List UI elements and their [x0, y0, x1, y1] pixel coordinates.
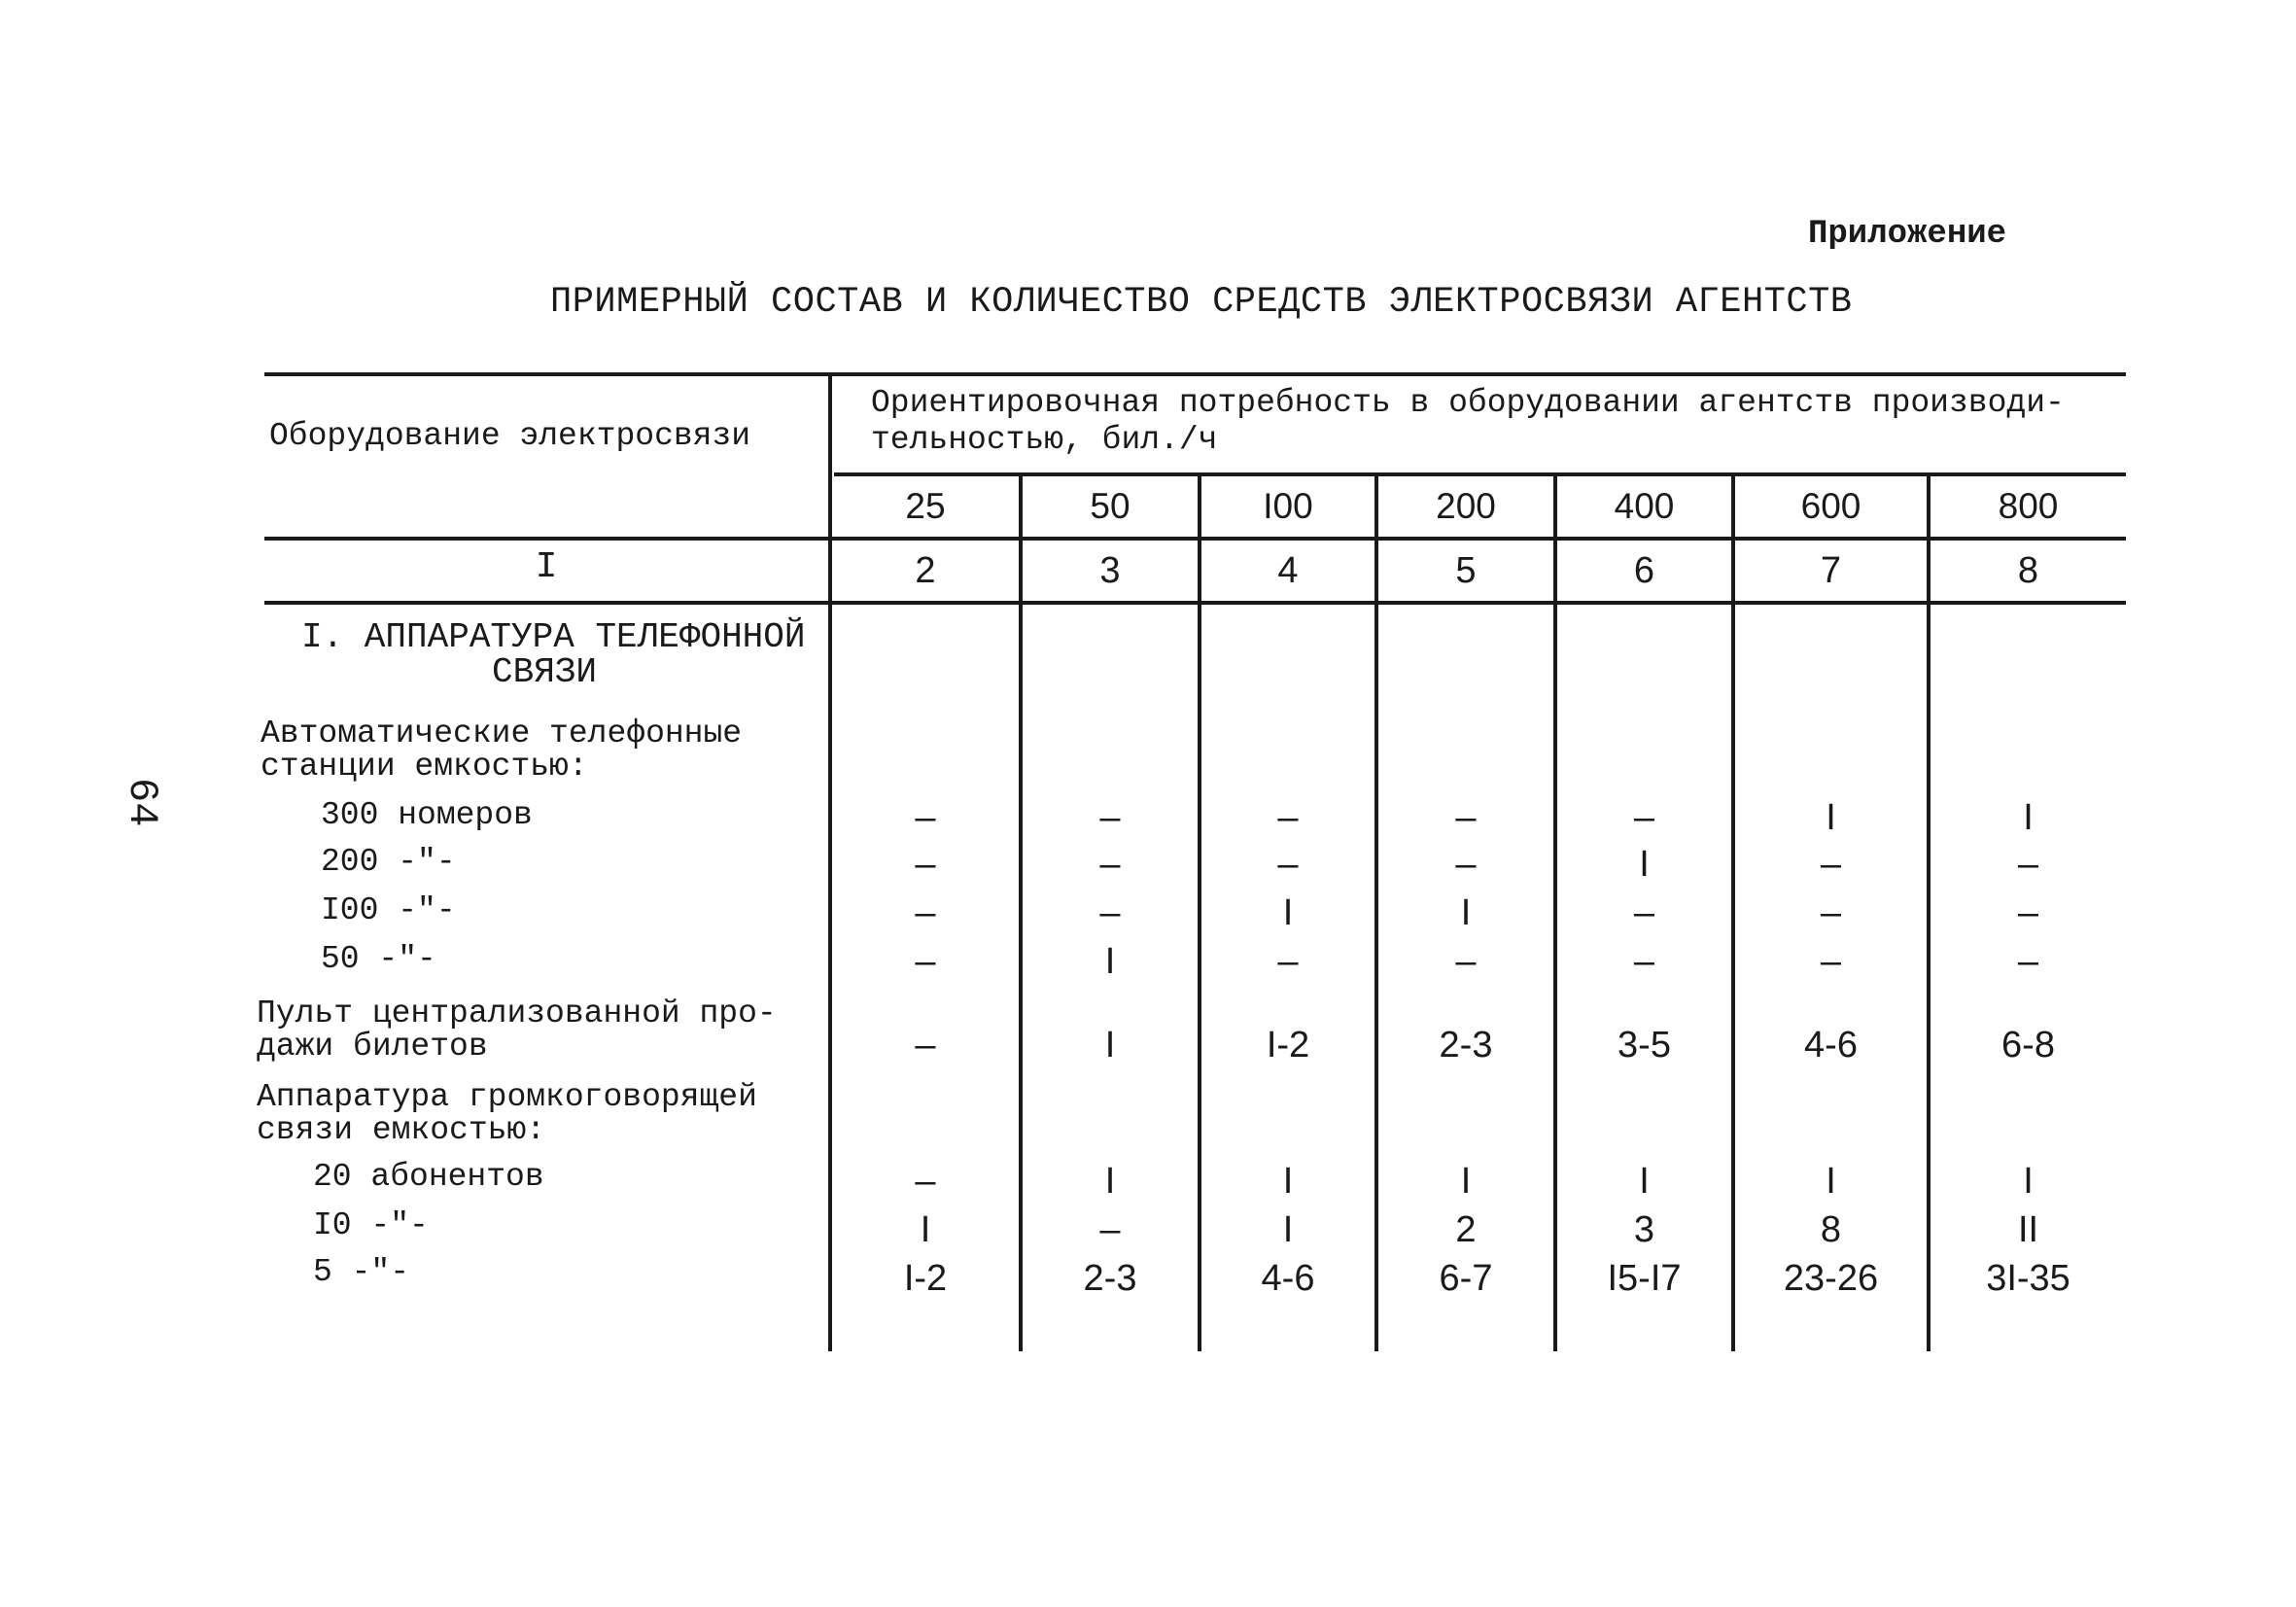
table-cell: I-2	[1266, 1025, 1310, 1066]
column-number: 3	[1099, 550, 1121, 591]
table-cell: –	[915, 892, 936, 933]
table-cell: –	[1099, 1209, 1121, 1250]
header-sub-rule	[834, 472, 2126, 476]
header-demand-line1: Ориентировочная потребность в оборудовании агентств производи-	[871, 385, 2065, 421]
table-cell: –	[1820, 844, 1842, 885]
appendix-label: Приложение	[1808, 216, 2007, 253]
table-cell: I	[2023, 1161, 2034, 1202]
table-cell: I	[1282, 1209, 1294, 1250]
table-cell: –	[1099, 892, 1121, 933]
group-label-line1: Аппаратура громкоговорящей	[257, 1079, 757, 1115]
table-cell: –	[1099, 844, 1121, 885]
table-cell: –	[1277, 941, 1299, 982]
capacity-header: 800	[1998, 486, 2059, 526]
table-cell: 4-6	[1804, 1025, 1858, 1066]
capacity-header: 200	[1436, 486, 1496, 526]
group-label	[257, 997, 777, 1064]
table-cell: –	[1633, 892, 1655, 933]
capacity-header: I00	[1263, 486, 1313, 526]
table-cell: –	[2017, 941, 2039, 982]
table-cell: –	[915, 844, 936, 885]
table-cell: I	[1104, 1161, 1116, 1202]
group-label-line2: станции емкостью:	[261, 749, 588, 785]
row-label: I0 -"-	[313, 1207, 429, 1243]
table-cell: I	[920, 1209, 931, 1250]
table-cell: 8	[1820, 1209, 1842, 1250]
table-cell: 3-5	[1618, 1025, 1671, 1066]
row-label: 300 номеров	[321, 797, 533, 833]
table-cell: –	[1820, 941, 1842, 982]
table-cell: –	[915, 797, 936, 838]
table-cell: –	[1455, 844, 1477, 885]
page-number: 64	[119, 778, 165, 827]
column-number-rule	[264, 601, 2126, 605]
table-cell: I	[1460, 1161, 1472, 1202]
table-cell: –	[1455, 941, 1477, 982]
table-cell: 6-7	[1439, 1258, 1493, 1299]
section-title	[301, 617, 806, 692]
table-cell: II	[2017, 1209, 2039, 1250]
group-label-line2: дажи билетов	[257, 1029, 488, 1065]
row-label: 200 -"-	[321, 844, 456, 880]
table-cell: I	[1282, 1161, 1294, 1202]
column-number: 5	[1455, 550, 1477, 591]
table-cell: 3I-35	[1986, 1258, 2070, 1299]
table-cell: I	[2023, 797, 2034, 838]
capacity-header: 600	[1800, 486, 1861, 526]
group-label-line1: Автоматические телефонные	[261, 716, 743, 751]
header-demand-line2: тельностью, бил./ч	[871, 422, 1218, 458]
table-cell: I	[1104, 1025, 1116, 1066]
table-cell: –	[1820, 892, 1842, 933]
row-label: 50 -"-	[321, 941, 436, 977]
group-label-line1: Пульт централизованной про-	[257, 996, 777, 1031]
row-label: 5 -"-	[313, 1254, 410, 1290]
header-equipment: Оборудование электросвязи	[269, 418, 751, 454]
table-cell: 6-8	[2001, 1025, 2055, 1066]
row-label: 20 абонентов	[313, 1159, 544, 1195]
table-cell: I5-I7	[1607, 1258, 1682, 1299]
table-cell: I	[1460, 892, 1472, 933]
column-number: 6	[1633, 550, 1655, 591]
table-cell: 2	[1455, 1209, 1477, 1250]
group-label	[261, 717, 742, 784]
table-cell: –	[2017, 844, 2039, 885]
row-label: I00 -"-	[321, 892, 456, 928]
column-number: I	[535, 546, 558, 588]
table-cell: –	[915, 1025, 936, 1066]
table-cell: –	[1277, 797, 1299, 838]
table-cell: –	[1277, 844, 1299, 885]
table-cell: I	[1639, 1161, 1650, 1202]
column-number: 2	[915, 550, 936, 591]
capacity-header: 400	[1614, 486, 1675, 526]
table-cell: –	[915, 941, 936, 982]
table-cell: I	[1826, 797, 1836, 838]
table-cell: 23-26	[1783, 1258, 1879, 1299]
capacity-header: 50	[1090, 486, 1131, 526]
column-number: 4	[1277, 550, 1299, 591]
table-top-rule	[264, 372, 2126, 376]
table-cell: –	[915, 1161, 936, 1202]
table-cell: I	[1826, 1161, 1836, 1202]
section-title-line2: СВЯЗИ	[492, 652, 598, 692]
table-cell: –	[1099, 797, 1121, 838]
table-cell: I	[1639, 844, 1650, 885]
table-cell: 2-3	[1439, 1025, 1493, 1066]
table-cell: –	[1633, 941, 1655, 982]
document-title: ПРИМЕРНЫЙ СОСТАВ И КОЛИЧЕСТВО СРЕДСТВ ЭЛЕКТРОСВЯЗИ АГЕНТСТВ	[550, 282, 1853, 323]
table-cell: 4-6	[1261, 1258, 1315, 1299]
group-label	[257, 1081, 757, 1147]
capacity-header: 25	[905, 486, 946, 526]
column-number: 8	[2017, 550, 2039, 591]
table-cell: –	[2017, 892, 2039, 933]
table-cell: I-2	[903, 1258, 948, 1299]
table-cell: –	[1455, 797, 1477, 838]
column-number: 7	[1820, 550, 1842, 591]
section-title-line1: I. АППАРАТУРА ТЕЛЕФОННОЙ	[301, 617, 806, 657]
table-cell: –	[1633, 797, 1655, 838]
header-bottom-rule	[264, 537, 2126, 541]
header-demand	[871, 385, 2135, 459]
table-cell: I	[1104, 941, 1116, 982]
table-cell: 3	[1633, 1209, 1655, 1250]
table-cell: 2-3	[1083, 1258, 1137, 1299]
group-label-line2: связи емкостью:	[257, 1112, 546, 1148]
table-cell: I	[1282, 892, 1294, 933]
